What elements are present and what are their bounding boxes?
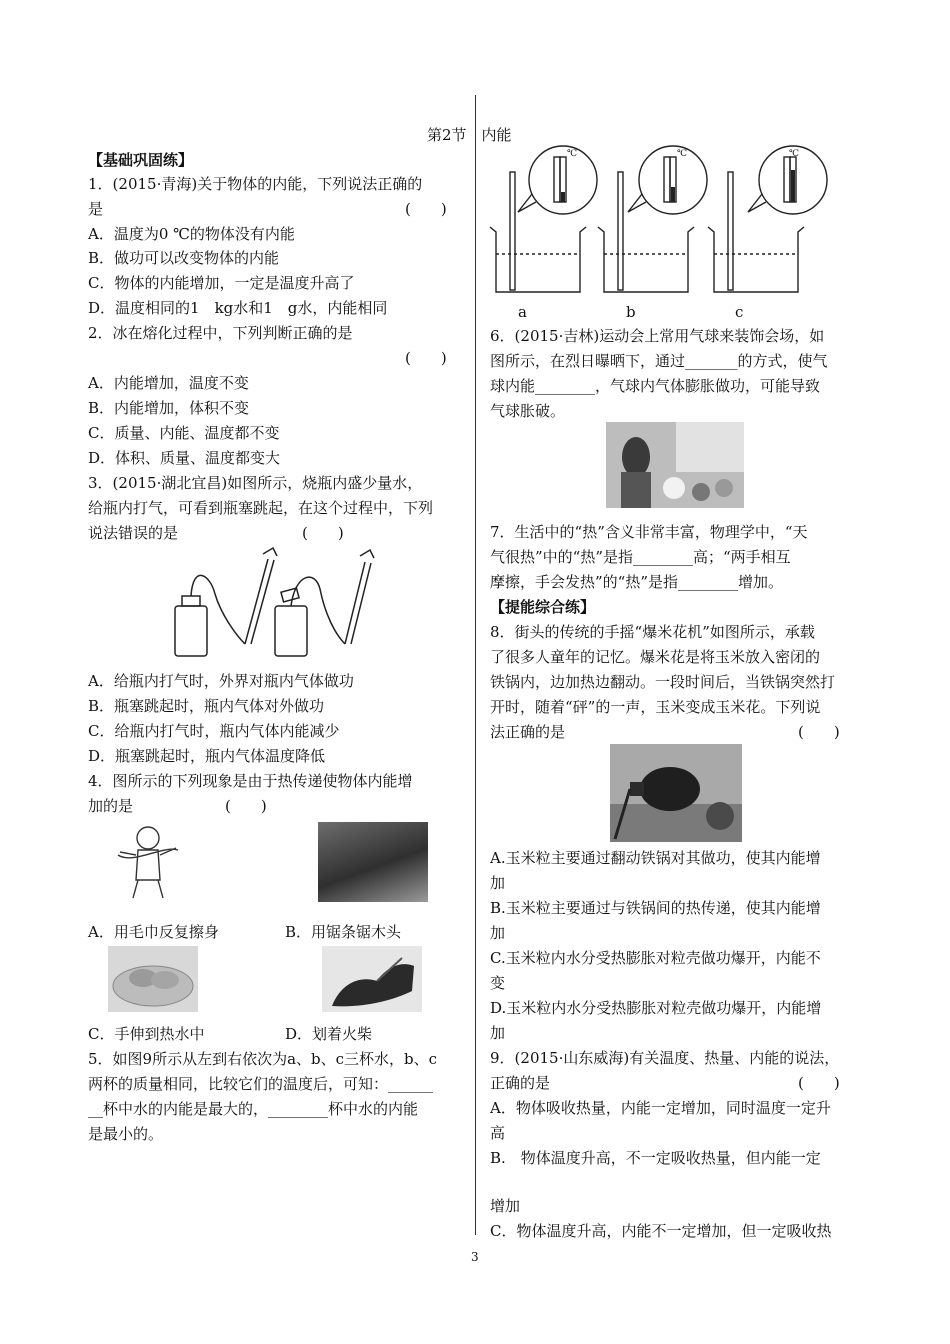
q9-stem-1: 9．(2015·山东威海)有关温度、热量、内能的说法， (490, 1049, 840, 1067)
q6-stem-2: 图所示，在烈日曝晒下，通过_______的方式，使气 (490, 352, 828, 370)
column-divider (475, 95, 476, 1235)
q8-option-d-2: 加 (490, 1024, 506, 1042)
q9-option-a-2: 高 (490, 1124, 506, 1142)
q5-stem-2: 两杯的质量相同，比较它们的温度后，可知：______ (88, 1075, 434, 1093)
q8-option-a-1: A.玉米粒主要通过翻动铁锅对其做功，使其内能增 (490, 849, 821, 867)
q3-stem-1: 3．(2015·湖北宜昌)如图所示，烧瓶内盛少量水， (88, 474, 423, 492)
q1-option-c: C．物体的内能增加，一定是温度升高了 (88, 274, 355, 292)
section-title: 第2节 内能 (427, 126, 512, 144)
q2-option-a: A．内能增加，温度不变 (88, 374, 249, 392)
q2-option-c: C．质量、内能、温度都不变 (88, 424, 280, 442)
q8-bracket: ( ) (798, 723, 840, 741)
q3-bracket: ( ) (302, 524, 344, 542)
q4-bracket: ( ) (225, 797, 267, 815)
q9-option-a-1: A．物体吸收热量，内能一定增加，同时温度一定升 (490, 1099, 831, 1117)
beaker-label-b: b (626, 303, 636, 321)
q9-option-b-1: B. 物体温度升高，不一定吸收热量，但内能一定 (490, 1149, 821, 1167)
q9-bracket: ( ) (798, 1074, 840, 1092)
q5-stem-4: 是最小的。 (88, 1125, 164, 1143)
page-number: 3 (471, 1250, 479, 1264)
pump-bottle-figure (165, 544, 375, 664)
q4-caption-a: A．用毛巾反复擦身 (88, 923, 219, 941)
thermo-unit-a: ℃ (567, 149, 578, 159)
q2-option-b: B．内能增加，体积不变 (88, 399, 250, 417)
q2-bracket: ( ) (405, 349, 447, 367)
q6-stem-3: 球内能________，气球内气体膨胀做功，可能导致 (490, 377, 821, 395)
q6-stem-1: 6．(2015·吉林)运动会上常用气球来装饰会场，如 (490, 327, 825, 345)
q3-option-c: C．给瓶内打气时，瓶内气体内能减少 (88, 722, 340, 740)
q9-option-b-2: 增加 (490, 1197, 521, 1215)
q9-option-c-1: C．物体温度升高，内能不一定增加，但一定吸收热 (490, 1222, 832, 1240)
heading-basic: 【基础巩固练】 (88, 151, 194, 169)
q8-option-c-1: C.玉米粒内水分受热膨胀对粒壳做功爆开，内能不 (490, 949, 821, 967)
q4-caption-d: D．划着火柴 (285, 1025, 373, 1043)
q1-stem-2: 是 (88, 200, 104, 218)
q3-option-d: D．瓶塞跳起时，瓶内气体温度降低 (88, 747, 326, 765)
towel-rubbing-sketch (108, 820, 188, 900)
q8-option-c-2: 变 (490, 974, 506, 992)
q3-stem-3: 说法错误的是 (88, 524, 179, 542)
beakers-thermometers-figure (488, 142, 848, 302)
q8-option-b-2: 加 (490, 924, 506, 942)
hands-in-water-photo (108, 946, 198, 1012)
q8-stem-3: 铁锅内，边加热边翻动。一段时间后，当铁锅突然打 (490, 673, 836, 691)
q9-stem-2: 正确的是 (490, 1074, 551, 1092)
q4-stem-1: 4．图所示的下列现象是由于热传递使物体内能增 (88, 772, 413, 790)
saw-wood-photo (318, 822, 428, 902)
q8-stem-4: 开时，随着“砰”的一声，玉米变成玉米花。下列说 (490, 698, 821, 716)
striking-match-photo (322, 946, 422, 1012)
q8-option-b-1: B.玉米粒主要通过与铁锅间的热传递，使其内能增 (490, 899, 821, 917)
q7-stem-3: 摩擦，手会发热”的“热”是指________增加。 (490, 573, 784, 591)
q8-stem-2: 了很多人童年的记忆。爆米花是将玉米放入密闭的 (490, 648, 821, 666)
q2-option-d: D．体积、质量、温度都变大 (88, 449, 281, 467)
q4-caption-c: C．手伸到热水中 (88, 1025, 205, 1043)
q3-stem-2: 给瓶内打气，可看到瓶塞跳起，在这个过程中，下列 (88, 499, 434, 517)
beaker-label-c: c (735, 303, 744, 321)
q5-stem-3: __杯中水的内能是最大的，________杯中水的内能 (88, 1100, 419, 1118)
q7-stem-1: 7．生活中的“热”含义非常丰富，物理学中，“天 (490, 523, 808, 541)
q2-stem: 2．冰在熔化过程中，下列判断正确的是 (88, 324, 353, 342)
heading-advanced: 【提能综合练】 (490, 598, 596, 616)
balloon-photo (606, 422, 744, 508)
q8-stem-5: 法正确的是 (490, 723, 566, 741)
q1-option-a: A．温度为0 ℃的物体没有内能 (88, 225, 295, 243)
q8-option-a-2: 加 (490, 874, 506, 892)
q8-option-d-1: D.玉米粒内水分受热膨胀对粒壳做功爆开，内能增 (490, 999, 822, 1017)
q8-stem-1: 8．街头的传统的手摇“爆米花机”如图所示，承载 (490, 623, 815, 641)
beaker-label-a: a (518, 303, 527, 321)
q3-option-a: A．给瓶内打气时，外界对瓶内气体做功 (88, 672, 354, 690)
q1-bracket: ( ) (405, 200, 447, 218)
q1-stem-1: 1．(2015·青海)关于物体的内能，下列说法正确的 (88, 175, 423, 193)
thermo-unit-c: ℃ (789, 149, 800, 159)
q4-caption-b: B．用锯条锯木头 (285, 923, 402, 941)
q7-stem-2: 气很热”中的“热”是指________高；“两手相互 (490, 548, 791, 566)
q3-option-b: B．瓶塞跳起时，瓶内气体对外做功 (88, 697, 325, 715)
thermo-unit-b: ℃ (677, 149, 688, 159)
q1-option-b: B．做功可以改变物体的内能 (88, 249, 280, 267)
q4-stem-2: 加的是 (88, 797, 134, 815)
popcorn-machine-photo (610, 744, 742, 842)
q5-stem-1: 5．如图9所示从左到右依次为a、b、c三杯水，b、c (88, 1050, 438, 1068)
q1-option-d: D．温度相同的1 kg水和1 g水，内能相同 (88, 299, 388, 317)
q6-stem-4: 气球胀破。 (490, 402, 566, 420)
